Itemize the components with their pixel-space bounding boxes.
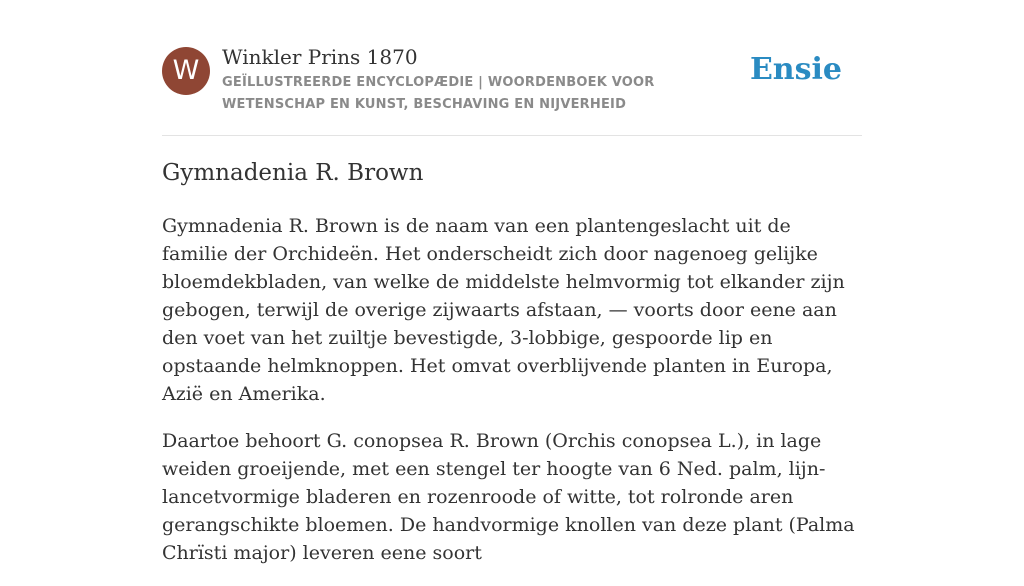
article-paragraph: Daartoe behoort G. conopsea R. Brown (Orchis conopsea L.), in lage weiden groeijende, met een stengel ter hoogte van 6 Ned. palm, lijn-lancetvormige bladeren en rozenroode of witte, tot rolronde aren gerangschikte bloemen. De handvormige knollen van deze plant (Palma Chrïsti major) leveren eene soort — [162, 430, 855, 564]
article-paragraph: Gymnadenia R. Brown is de naam van een plantengeslacht uit de familie der Orchideën. Het onderscheidt zich door nagenoeg gelijke bloemdekbladen, van welke de middelste helmvormig tot elkander zijn gebogen, terwijl de overige zijwaarts afstaan, — voorts door eene aan den voet van het zuiltje bevestigde, 3-lobbige, gespoorde lip en opstaande helmknoppen. Het omvat overblijvende planten in Europa, Azië en Amerika. — [162, 215, 845, 405]
source-title[interactable]: Winkler Prins 1870 — [222, 45, 418, 69]
source-header — [162, 0, 862, 136]
brand-logo[interactable]: Ensie — [749, 52, 842, 87]
source-subtitle: GEÏLLUSTREERDE ENCYCLOPÆDIE | WOORDENBOEK VOOR WETENSCHAP EN KUNST, BESCHAVING EN NIJVERHEID — [222, 75, 655, 112]
avatar[interactable]: W — [162, 47, 210, 95]
page — [162, 0, 862, 564]
article-title: Gymnadenia R. Brown — [162, 160, 424, 186]
article-body — [162, 212, 862, 586]
